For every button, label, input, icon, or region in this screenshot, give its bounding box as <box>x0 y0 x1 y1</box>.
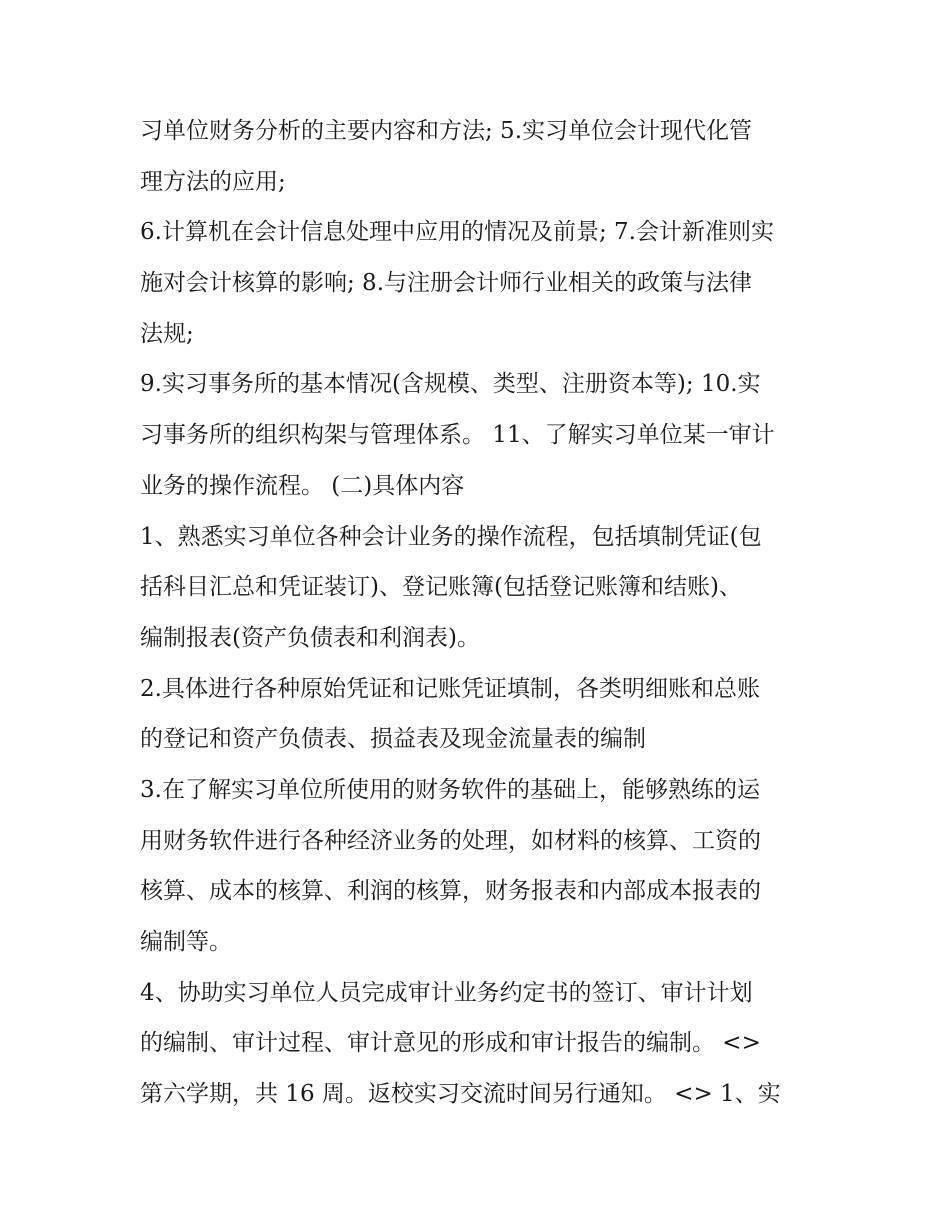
text-line: 9.实习事务所的基本情况(含规模、类型、注册资本等); 10.实 <box>140 371 761 398</box>
text-line: 编制等。 <box>140 929 232 955</box>
text-line: 编制报表(资产负债表和利润表)。 <box>140 624 480 651</box>
text-line: 核算、成本的核算、利润的核算，财务报表和内部成本报表的 <box>140 878 761 905</box>
text-line: 施对会计核算的影响; 8.与注册会计师行业相关的政策与法律 <box>140 270 753 297</box>
text-line: 4、协助实习单位人员完成审计业务约定书的签订、审计计划 <box>140 979 753 1006</box>
text-line: 业务的操作流程。 (二)具体内容 <box>140 472 465 499</box>
text-line: 2.具体进行各种原始凭证和记账凭证填制，各类明细账和总账 <box>140 675 760 702</box>
text-line: 习事务所的组织构架与管理体系。 11、了解实习单位某一审计 <box>140 422 775 449</box>
document-body <box>140 106 820 1120</box>
text-line: 的登记和资产负债表、损益表及现金流量表的编制 <box>140 726 646 753</box>
text-line: 的编制、审计过程、审计意见的形成和审计报告的编制。 <> <box>140 1030 761 1057</box>
text-line: 1、熟悉实习单位各种会计业务的操作流程，包括填制凭证(包 <box>140 523 762 550</box>
text-line: 3.在了解实习单位所使用的财务软件的基础上，能够熟练的运 <box>140 776 760 803</box>
text-line: 法规; <box>140 320 194 347</box>
text-line: 括科目汇总和凭证装订)、登记账簿(包括登记账簿和结账)、 <box>140 574 742 601</box>
text-line: 理方法的应用; <box>140 168 286 195</box>
text-line: 第六学期，共 16 周。返校实习交流时间另行通知。 <> 1、实 <box>140 1081 781 1108</box>
text-line: 习单位财务分析的主要内容和方法; 5.实习单位会计现代化管 <box>140 118 753 144</box>
text-line: 6.计算机在会计信息处理中应用的情况及前景; 7.会计新准则实 <box>140 219 774 246</box>
text-line: 用财务软件进行各种经济业务的处理，如材料的核算、工资的 <box>140 827 761 854</box>
